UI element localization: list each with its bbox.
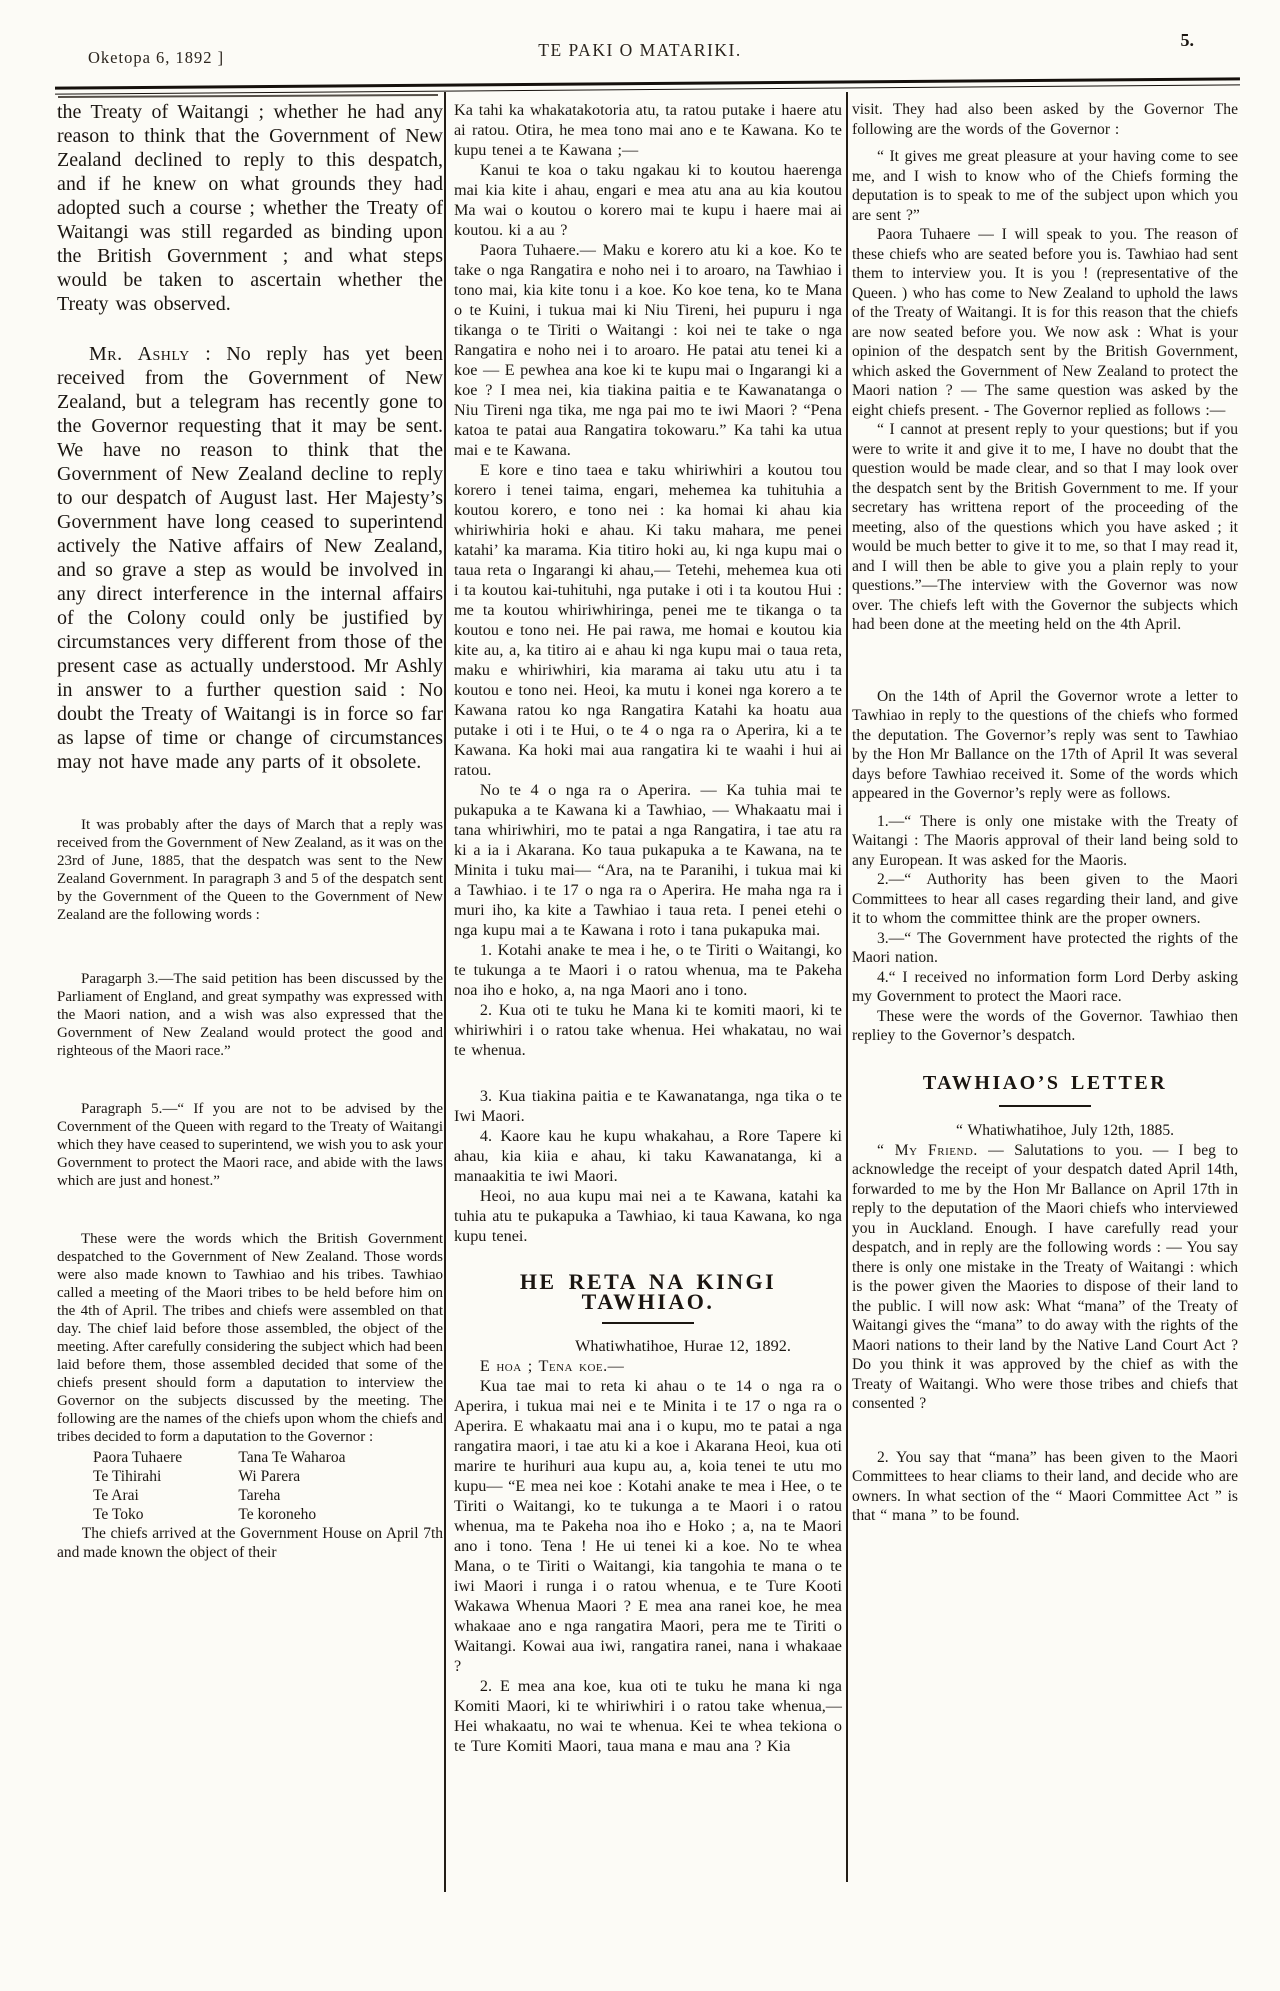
paragraph: Paora Tuhaere.— Maku e korero atu ki a koe. Ko te take o nga Rangatira e noho nei i to aroaro, na Tawhiao i tono mai, kia kite tonu i a koe. Ko koe tena, ko te Mana o te Kuini, i tukua mai ki Niu Tireni, hei pupuru i nga tikanga o te Tiriti o Waitangi : koi nei te take o nga Rangatira e noho nei i to aroaro. He patai atu tenei ki a koe — E pewhea ana koe ki te kupu mai o Ingarangi ki a koe ? I mea nei, kia tiakina paitia e te Kawanatanga o Niu Tireni nga tika, me nga pai mo te iwi Maori ? “Pena katoa te patai aua Rangatira tokowaru.” Ka tahi ka utua mai e te Kawana. [454,241,842,459]
chief-name: Te Toko [93,1506,144,1523]
speaker-name: Mr. Ashly [89,343,190,365]
chief-name: Tana Te Waharoa [238,1449,346,1466]
name-row [57,1505,443,1524]
column-2 [454,100,842,1756]
article-heading: TAWHIAO’S LETTER [922,1071,1168,1094]
list-item: 4. Kaore kau he kupu whakahau, a Rore Tapere ki ahau, kia kiia e ahau, ki taku Kawanatanga, ki a manaakitia te iwi Maori. [454,1127,842,1185]
paragraph: These were the words which the British Government despatched to the Government of New Zealand. Those words were also made known to Tawhiao and his tribes. Tawhiao called a meeting of the Maori tribes to be held before him on the 4th of April. The tribes and chiefs were assembled on that day. The chief laid before those assembled, the object of the meeting. After carefully considering the subject which had been laid before them, those assembled decided that some of the chiefs present should form a daputation to interview the Governor on the subjects discussed by the meeting. The following are the names of the chiefs upon whom the chiefs and tribes decided to form a daputation to the Governor : [57,1231,443,1445]
name-row [57,1467,443,1486]
paragraph [852,1141,1238,1414]
paragraph: E kore e tino taea e taku whiriwhiri a koutou tou korero i tenei taima, engari, mehemea ka tuhituhia a koutou korero, e tono nei : ka homai ki ahau kia whiriwhiria hoki e ahau. Ki taku mahara, me penei katahi’ ka marama. Kia titiro hoki au, ki nga kupu mai o taua reta o Ingarangi ki ahau,— Tetehi, mehemea kua oti i ta koutou kai-tuhituhi, nga putake i oti i ta koutou Hui : me ta koutou whiriwhiringa, penei me te tikanga o ta koutou e tono nei. He pai rawa, me homai e koutou kia kite au, a, ka titiro ai e ahau ki nga kupu mai o taua reta, maku e whiriwhiri, kia marama ai taku utu atu i ta koutou e tono nei. Heoi, ka mutu i konei nga korero a te Kawana ratou ko nga Rangatira Katahi ka hoatu aua putake i oti i te Hui, o te 4 o nga ra o Aperira, ki a te Kawana. Ka hoki mai aua rangatira ki te waahi i hui ai ratou. [454,461,842,779]
heading-rule [999,1105,1091,1107]
paragraph: Heoi, no aua kupu mai nei a te Kawana, katahi ka tuhia atu te pukapuka a Tawhiao, ki taua Kawana, ko nga kupu tenei. [454,1187,842,1245]
list-item: 1.—“ There is only one mistake with the Treaty of Waitangi : The Maoris approval of their land being sold to any European. It was asked for the Maoris. [852,812,1238,869]
list-item: 3. Kua tiakina paitia e te Kawanatanga, nga tika o te Iwi Maori. [454,1087,842,1125]
paragraph: It was probably after the days of March that a reply was received from the Government of New Zealand, as it was on the 23rd of June, 1885, that the despatch was sent to the New Zealand Government. In paragraph 3 and 5 of the despatch sent by the Government of the Queen to the Government of New Zealand are the following words : [57,817,443,923]
paragraph: Paragraph 5.—“ If you are not to be advised by the Covernment of the Queen with regard to the Treaty of Waitangi which they have ceased to superintend, we wish you to ask your Government to protect the Maori race, and abide with the laws which are just and honest.” [57,1101,443,1189]
header-double-rule [55,77,1240,94]
chief-name: Te koroneho [238,1506,317,1523]
paragraph: 2. You say that “mana” has been given to the Maori Committees to hear cliams to their land, and decide who are owners. In what section of the “ Maori Committee Act ” is that “ mana ” to be found. [852,1448,1238,1524]
name-row [57,1448,443,1467]
paragraph: Kua tae mai to reta ki ahau o te 14 o nga ra o Aperira, i tukua mai nei e te Minita i te 17 o nga ra o Aperira. E whakaatu mai ana i o kupu, mo te patai a nga rangatira maori, i tae atu ki a koe i Akarana Heoi, kua oti marire te hurihuri aua kupu au, a, koia tenei te utu mo kupu— “E mea nei koe : Kotahi anake te mea i Hee, o te Tiriti o Waitangi, ko te tukunga a te Maori i o ratou whenua, ma te Pakeha noa iho e Hoko ; a, na te Maori ano i tono. Tena ! He ui tenei ki a koe. No te whea Mana, o te Tiriti o Waitangi, kia tangohia te mana o te iwi Maori i runga i o ratou whenua, e te Ture Kooti Wakawa Whenua Maori ? E mea ana ranei koe, he mea whakaae ano e nga rangatira Maori, pera me te Tiriti o Waitangi. Kowai aua iwi, rangatira ranei, nana i whakaae ? [454,1377,842,1675]
paragraph: These were the words of the Governor. Tawhiao then repliey to the Governor’s despatch. [852,1007,1238,1044]
paragraph: No te 4 o nga ra o Aperira. — Ka tuhia mai te pukapuka a te Kawana ki a Tawhiao, — Whakaatu mai i tana whiriwhiri, mo te patai a nga Rangatira, i tae atu ra ki a ia i Akarana. Ko taua pukapuka a te Kawana, na te Minita i tuku mai— “Ara, na te Paranihi, i tukua mai ki a Tawhiao. i te 17 o nga ra o Aperira. He maha nga ra i muri iho, ka kite a Tawhiao i taua reta. I penei etehi o nga kupu mai a te Kawana i roto i tana pukapuka mai. [454,781,842,939]
paragraph-text: : No reply has yet been received from the Government of New Zealand, but a telegram has recently gone to the Governor requesting that it may be sent. We have no reason to think that the Government of New Zealand decline to reply to our despatch of August last. Her Majesty’s Government have long ceased to superintend actively the Native affairs of New Zealand, and so grave a step as would be involved in any direct interference in the internal affairs of the Colony could only be justified by circumstances very different from those of the present case as actually understood. Mr Ashly in answer to a further question said : No doubt the Treaty of Waitangi is in force so far as lapse of time or change of circumstances may not have made any parts of it obsolete. [57,343,443,773]
page-number: 5. [1180,30,1194,50]
letter-salutation: E hoa ; Tena koe.— [479,1357,625,1375]
letter-salutation: “ My Friend. — [876,1141,1005,1159]
list-item: 2. Kua oti te tuku he Mana ki te komiti maori, ki te whiriwhiri i o ratou take whenua. Hei whakatau, no wai te whenua. [454,1001,842,1059]
letter-dateline: “ Whatiwhatihoe, July 12th, 1885. [955,1122,1175,1139]
paragraph: On the 14th of April the Governor wrote a letter to Tawhiao in reply to the questions of the chiefs who formed the deputation. The Governor’s reply was sent to Tawhiao by the Hon Mr Ballance on the 17th of April It was several days before Tawhiao received it. Some of the words which appeared in the Governor’s reply were as follows. [852,687,1238,802]
list-item: 2.—“ Authority has been given to the Maori Committees to hear all cases regarding their land, and give it to whom the committee think are the proper owners. [852,871,1238,927]
paragraph: “ I cannot at present reply to your questions; but if you were to write it and give it to me, I have no doubt that the question would be made clear, and so that I may look over the despatch sent by the British Government to me. If your secretary has writtena report of the proceeding of the meeting, also of the questions which you have asked ; it would be much better to give it to me, so that I may read it, and I will then be able to give you a plain reply to your questions.”—The interview with the Governor was now over. The chiefs left with the Governor the subjects which had been done at the meeting held on the 4th April. [852,421,1238,633]
paragraph: the Treaty of Waitangi ; whether he had any reason to think that the Government of New Zealand declined to reply to this despatch, and if he knew on what grounds they had adopted such a course ; whether the Treaty of Waitangi was still regarded as binding upon the British Government ; and what steps would be taken to ascertain whether the Treaty was observed. [57,101,443,315]
paragraph: visit. They had also been asked by the Governor The following are the words of the Governor : [852,101,1238,138]
column-divider-right [846,92,848,1882]
header-sub-rule [58,94,438,98]
article-heading: HE RETA NA KINGI TAWHIAO. [519,1269,777,1314]
name-row [57,1486,443,1505]
paragraph [57,342,443,774]
chief-name: Te Arai [93,1487,139,1504]
heading-rule [602,1322,694,1324]
list-item: 1. Kotahi anake te mea i he, o te Tiriti o Waitangi, ko te tukunga a te Maori i o ratou whenua, ma te Pakeha noa iho e hoko, a, na nga Maori ano i tono. [454,941,842,999]
column-1 [57,100,443,1562]
chiefs-name-list [57,1448,443,1524]
masthead-title: TE PAKI O MATARIKI. [538,40,742,60]
list-item: 3.—“ The Government have protected the rights of the Maori nation. [852,929,1238,966]
chief-name: Paora Tuhaere [93,1449,183,1466]
chief-name: Wi Parera [238,1468,301,1485]
paragraph: Paragarph 3.—The said petition has been discussed by the Parliament of England, and great sympathy was expressed with the Maori nation, and a wish was also expressed that the Government of New Zealand would protect the good and righteous of the Maori race.” [57,971,443,1059]
paragraph-text: Salutations to you. — I beg to acknowledge the receipt of your despatch dated April 14th, forwarded to me by the Hon Mr Ballance on April 17th in reply to the deputation of the Maori chiefs who interviewed you in Auckland. Enough. I have carefully read your despatch, and in reply are the following words : — You say there is only one mistake in the Treaty of Waitangi : which is the power given the Maories to dispose of their land to the public. I will now ask: What “mana” of the Treaty of Waitangi gives the “mana” to do away with the rights of the Maori nations to their land by the Native Land Court Act ? Do you think it was approved by the chief as with the Treaty of Waitangi. Who were those tribes and chiefs that consented ? [852,1141,1238,1412]
column-3 [852,100,1238,1526]
paragraph: “ It gives me great pleasure at your having come to see me, and I wish to know who of the Chiefs forming the deputation is to speak to me of the subject upon which you are sent ?” [852,148,1238,224]
column-1-lead-section [57,100,443,774]
chief-name: Tareha [238,1487,281,1504]
paragraph: The chiefs arrived at the Government House on April 7th and made known the object of their [57,1525,443,1561]
paragraph: Ka tahi ka whakatakotoria atu, ta ratou putake i haere atu ai ratou. Otira, he mea tono mai ano e te Kawana. Ko te kupu tenei a te Kawana ;— [454,101,842,159]
paragraph: Paora Tuhaere — I will speak to you. The reason of these chiefs who are seated before you is. Tawhiao had sent them to interview you. It is you ! (representative of the Queen. ) who has come to New Zealand to uphold the laws of the Treaty of Waitangi. It is for this reason that the chiefs are now seated before you. We now ask : What is your opinion of the despatch sent by the British Government, which asked the Government of New Zealand to protect the Maori nation ? — The same question was asked by the eight chiefs present. - The Governor replied as follows :— [852,226,1238,419]
column-1-small-section [57,816,443,1562]
letter-dateline: Whatiwhatihoe, Hurae 12, 1892. [575,1337,791,1355]
chief-name: Te Tihirahi [93,1468,162,1485]
issue-date: Oketopa 6, 1892 ] [88,48,225,67]
column-divider-left [444,92,446,1892]
paragraph: Kanui te koa o taku ngakau ki to koutou haerenga mai kia kite i ahau, engari e mea atu ana au kia koutou Ma wai o koutou o korero mai te kupu i haere mai ai koutou. ki a au ? [454,161,842,239]
list-item: 4.“ I received no information form Lord Derby asking my Government to protect the Maori race. [852,968,1238,1005]
paragraph: 2. E mea ana koe, kua oti te tuku he mana ki nga Komiti Maori, ki te whiriwhiri i o ratou take whenua,— Hei whakaatu, no wai te whenua. Kei te whea tekiona o te Ture Komiti Maori, taua mana e mau ana ? Kia [454,1677,842,1755]
